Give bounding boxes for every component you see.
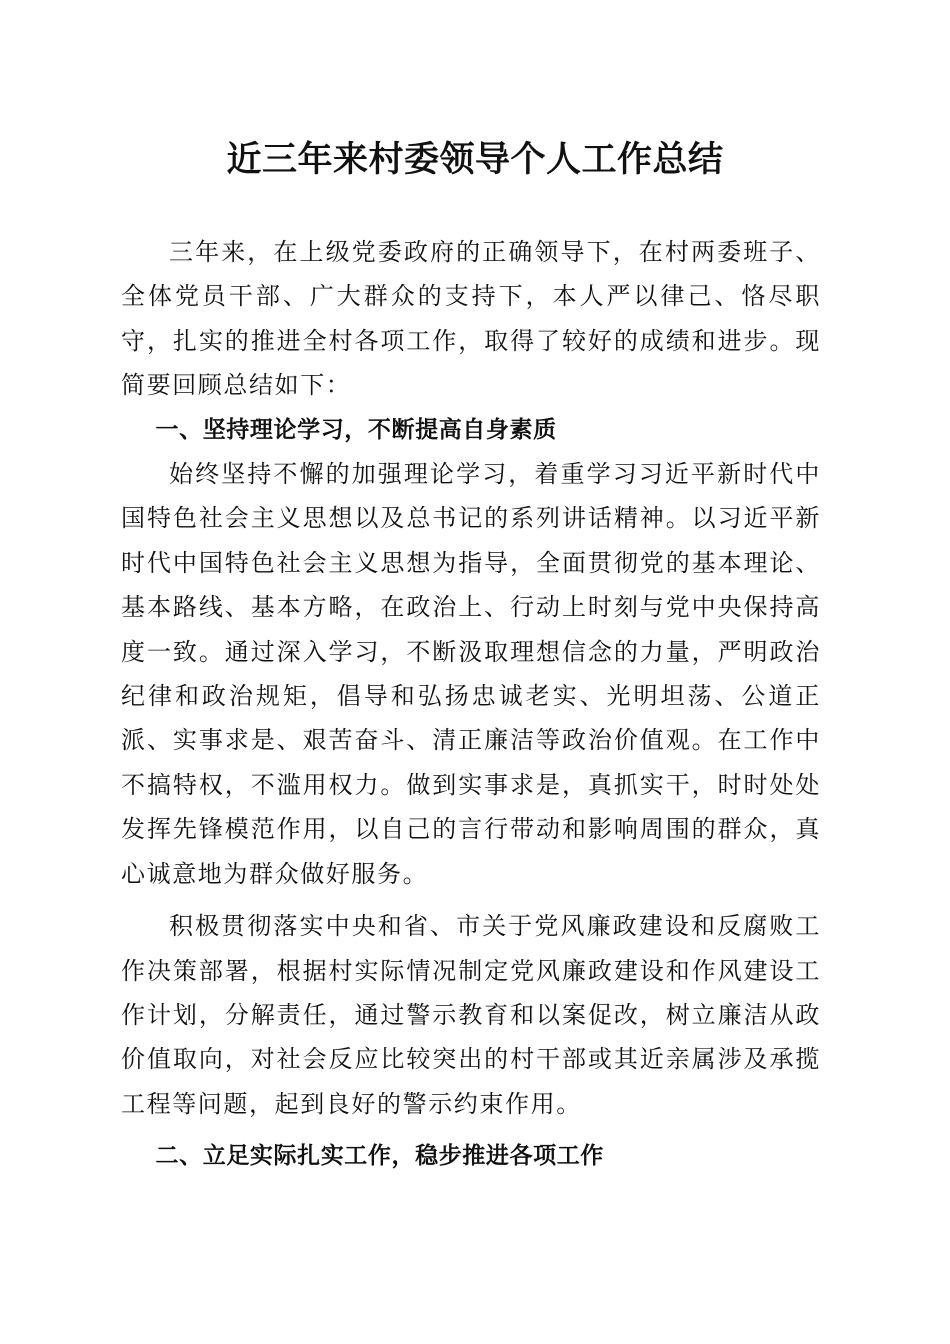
section-1-paragraph-2: 积极贯彻落实中央和省、市关于党风廉政建设和反腐败工作决策部署，根据村实际情况制定党风廉政建设和作风建设工作计划，分解责任，通过警示教育和以案促改，树立廉洁从政价值取向，对社会反应比较突出的村干部或其近亲属涉及承揽工程等问题，起到良好的警示约束作用。 bbox=[121, 912, 821, 1118]
section-1-heading: 一、坚持理论学习，不断提高自身素质 bbox=[155, 416, 557, 443]
intro-paragraph: 三年来，在上级党委政府的正确领导下，在村两委班子、全体党员干部、广大群众的支持下，本人严以律己、恪尽职守，扎实的推进全村各项工作，取得了较好的成绩和进步。现简要回顾总结如下： bbox=[121, 238, 821, 400]
paragraph-spacer bbox=[121, 896, 821, 904]
section-2-heading: 二、立足实际扎实工作，稳步推进各项工作 bbox=[155, 1143, 604, 1170]
section-1-paragraph-1: 始终坚持不懈的加强理论学习，着重学习习近平新时代中国特色社会主义思想以及总书记的系列讲话精神。以习近平新时代中国特色社会主义思想为指导，全面贯彻党的基本理论、基本路线、基本方略，在政治上、行动上时刻与党中央保持高度一致。通过深入学习，不断汲取理想信念的力量，严明政治纪律和政治规矩，倡导和弘扬忠诚老实、光明坦荡、公道正派、实事求是、艰苦奋斗、清正廉洁等政治价值观。在工作中不搞特权，不滥用权力。做到实事求是，真抓实干，时时处处发挥先锋模范作用，以自己的言行带动和影响周围的群众，真心诚意地为群众做好服务。 bbox=[121, 460, 821, 888]
document-body bbox=[121, 230, 821, 1179]
paragraph-spacer bbox=[121, 1126, 821, 1134]
document-title: 近三年来村委领导个人工作总结 bbox=[226, 139, 724, 180]
